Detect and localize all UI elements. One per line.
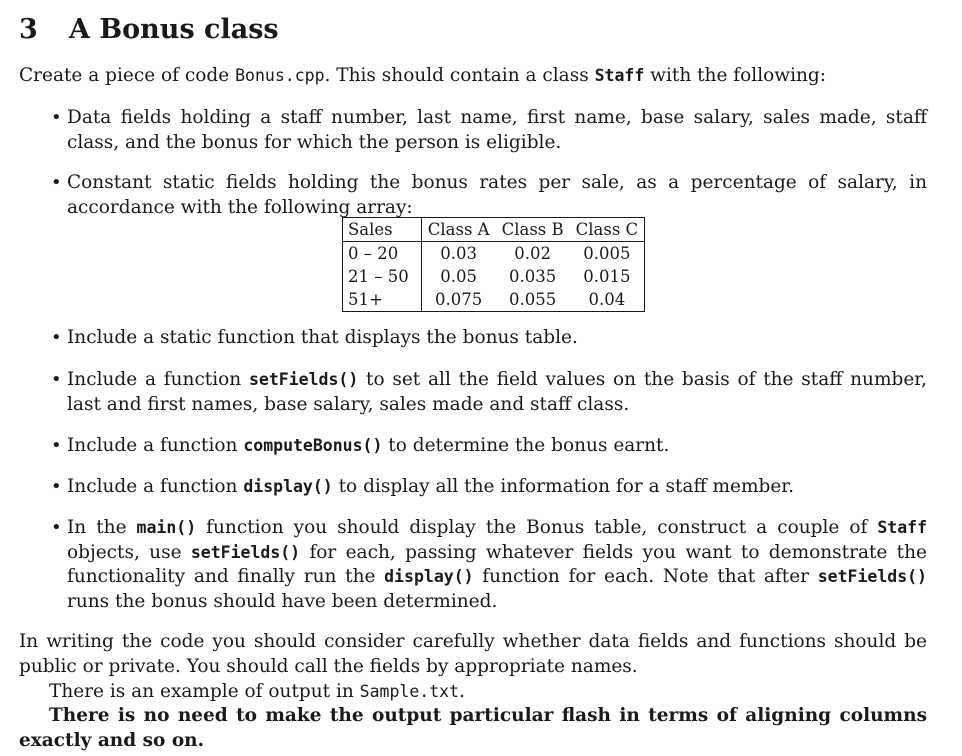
- intro-text: Create a piece of code: [19, 65, 236, 86]
- list-item: • Include a function display() to display all the information for a staff member.: [67, 475, 927, 500]
- code-setfields: setFields(): [190, 542, 301, 562]
- list-item-text: Data fields holding a staff number, last name, first name, base salary, sales made, staff class, and the bonus for which the person is eligible.: [67, 107, 927, 153]
- section-number: 3: [19, 14, 38, 45]
- table-header-cell: Class C: [570, 218, 645, 242]
- list-item: • Include a function setFields() to set all the field values on the basis of the staff number, last and first names, base salary, sales made and staff class.: [51, 369, 927, 415]
- bullet-icon: •: [51, 107, 62, 128]
- sample-filename: Sample.txt: [359, 682, 460, 701]
- code-display: display(): [243, 477, 333, 496]
- code-computebonus: computeBonus(): [243, 436, 383, 455]
- table-header-cell: Sales: [343, 218, 422, 242]
- list-item: • Include a function computeBonus() to determine the bonus earnt.: [67, 434, 927, 459]
- bullet-icon: •: [51, 172, 62, 193]
- intro-class-name: Staff: [594, 66, 645, 85]
- intro-filename: Bonus.cpp: [235, 66, 325, 85]
- code-setfields: setFields(): [817, 567, 927, 586]
- list-item: • In the main() function you should display the Bonus table, construct a couple of Staff objects, use setFields() for each, passing whatever fields you want to demonstrate the functionality and finally run the display() function for each. Note that after setFields() runs the bonus should have been determined.: [51, 517, 928, 612]
- closing-text: In writing the code you should consider carefully whether data fields and functions should be public or private. You should call the fields by appropriate names.: [19, 631, 927, 677]
- bullet-icon: •: [51, 435, 62, 456]
- table-cell: 0.075: [421, 288, 495, 312]
- code-setfields: setFields(): [248, 370, 359, 389]
- bullet-icon: •: [51, 369, 62, 390]
- bullet-icon: •: [51, 327, 62, 348]
- table-cell: 0.055: [496, 288, 570, 312]
- table-cell: 0.05: [440, 267, 478, 286]
- table-header-cell: Class A: [421, 218, 495, 242]
- table-cell: 0 – 20: [343, 242, 422, 266]
- bullet-icon: •: [51, 476, 62, 497]
- table-row: [343, 242, 645, 266]
- formatting-note-text: There is no need to make the output particular flash in terms of aligning columns exactly and so on.: [19, 705, 927, 751]
- intro-text: . This should contain a class: [324, 65, 595, 86]
- list-item-text: Constant static fields holding the bonus rates per sale, as a percentage of salary, in accordance with the following array:: [67, 172, 927, 218]
- table-cell: 0.02: [496, 242, 570, 266]
- code-staff: Staff: [877, 518, 928, 537]
- table-row: [343, 288, 645, 312]
- list-item: [51, 326, 927, 351]
- formatting-note: [19, 704, 927, 753]
- intro-paragraph: [19, 64, 927, 89]
- section-title: A Bonus class: [69, 14, 279, 45]
- code-main: main(): [136, 518, 197, 537]
- list-item: [51, 171, 927, 220]
- table-cell: 0.03: [421, 242, 495, 266]
- section-heading: [19, 14, 279, 45]
- code-display: display(): [384, 567, 474, 586]
- list-item-text: Include a static function that displays the bonus table.: [67, 327, 578, 348]
- bonus-rate-table: [342, 217, 645, 312]
- table-header-cell: Class B: [496, 218, 570, 242]
- closing-paragraph: [19, 630, 927, 679]
- table-header-row: [343, 218, 645, 242]
- list-item: [51, 106, 927, 155]
- table-cell: 0.005: [570, 242, 645, 266]
- bullet-icon: •: [51, 517, 62, 538]
- intro-text: with the following:: [644, 65, 827, 86]
- table-cell: 51+: [343, 288, 422, 312]
- table-cell: 0.015: [570, 265, 645, 288]
- table-cell: 0.04: [570, 288, 645, 312]
- table-cell: 21 – 50: [343, 265, 422, 288]
- table-row: [343, 265, 645, 288]
- table-cell: 0.035: [508, 267, 557, 286]
- sample-output-note: There is an example of output in Sample.txt.: [49, 681, 465, 702]
